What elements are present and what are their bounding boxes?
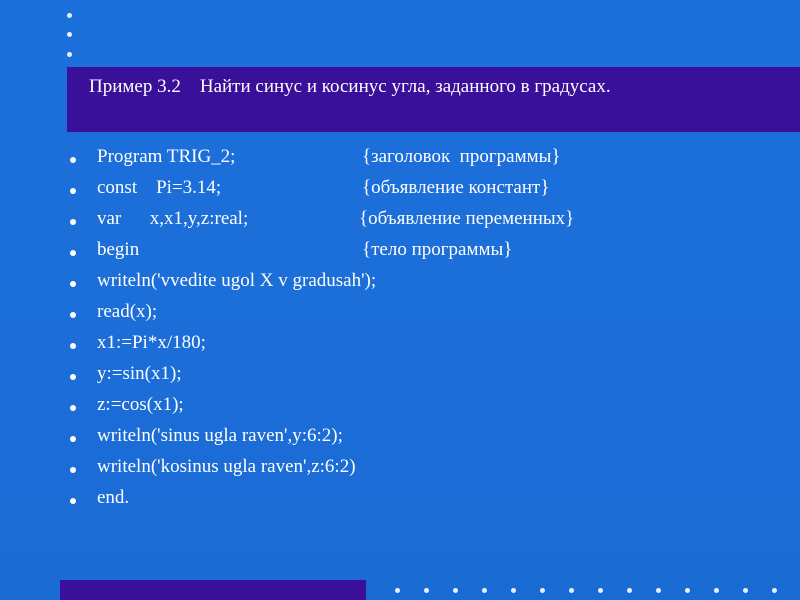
- slide-title: Пример 3.2 Найти синус и косинус угла, заданного в градусах.: [89, 76, 611, 97]
- bullet-icon: [70, 281, 76, 287]
- code-listing: [70, 146, 790, 518]
- code-text: end.: [97, 487, 130, 508]
- list-item: [70, 146, 790, 177]
- dot-icon: [453, 588, 458, 593]
- code-text: writeln('kosinus ugla raven',z:6:2): [97, 456, 356, 477]
- dot-icon: [569, 588, 574, 593]
- list-item: [70, 487, 790, 518]
- list-item: [70, 177, 790, 208]
- code-text: const Pi=3.14;: [97, 177, 222, 198]
- list-item: [70, 425, 790, 456]
- list-item: [70, 301, 790, 332]
- list-item: [70, 208, 790, 239]
- list-item: [70, 239, 790, 270]
- bullet-icon: [70, 436, 76, 442]
- decorative-dots-bottom: [395, 588, 795, 594]
- list-item: [70, 394, 790, 425]
- dot-icon: [67, 13, 72, 18]
- dot-icon: [772, 588, 777, 593]
- dot-icon: [685, 588, 690, 593]
- dot-icon: [627, 588, 632, 593]
- code-comment: {объявление констант}: [362, 177, 550, 198]
- list-item: [70, 332, 790, 363]
- code-text: writeln('sinus ugla raven',y:6:2);: [97, 425, 343, 446]
- dot-icon: [395, 588, 400, 593]
- dot-icon: [743, 588, 748, 593]
- bullet-icon: [70, 498, 76, 504]
- dot-icon: [482, 588, 487, 593]
- bullet-icon: [70, 250, 76, 256]
- code-text: read(x);: [97, 301, 158, 322]
- bottom-band: [60, 580, 366, 600]
- code-comment: {объявление переменных}: [359, 208, 575, 229]
- code-text: z:=cos(x1);: [97, 394, 184, 415]
- dot-icon: [67, 32, 72, 37]
- dot-icon: [598, 588, 603, 593]
- code-text: x1:=Pi*x/180;: [97, 332, 206, 353]
- bullet-icon: [70, 343, 76, 349]
- bullet-icon: [70, 312, 76, 318]
- bullet-icon: [70, 157, 76, 163]
- bullet-icon: [70, 405, 76, 411]
- code-comment: {заголовок программы}: [362, 146, 561, 167]
- code-text: Program TRIG_2;: [97, 146, 236, 167]
- code-text: writeln('vvedite ugol X v gradusah');: [97, 270, 377, 291]
- code-comment: {тело программы}: [362, 239, 513, 260]
- dot-icon: [540, 588, 545, 593]
- bullet-icon: [70, 219, 76, 225]
- dot-icon: [424, 588, 429, 593]
- bullet-icon: [70, 374, 76, 380]
- bullet-icon: [70, 467, 76, 473]
- list-item: [70, 456, 790, 487]
- code-text: begin: [97, 239, 140, 260]
- dot-icon: [511, 588, 516, 593]
- list-item: [70, 363, 790, 394]
- bullet-icon: [70, 188, 76, 194]
- dot-icon: [67, 52, 72, 57]
- list-item: [70, 270, 790, 301]
- dot-icon: [656, 588, 661, 593]
- dot-icon: [714, 588, 719, 593]
- code-text: y:=sin(x1);: [97, 363, 182, 384]
- code-text: var x,x1,y,z:real;: [97, 208, 249, 229]
